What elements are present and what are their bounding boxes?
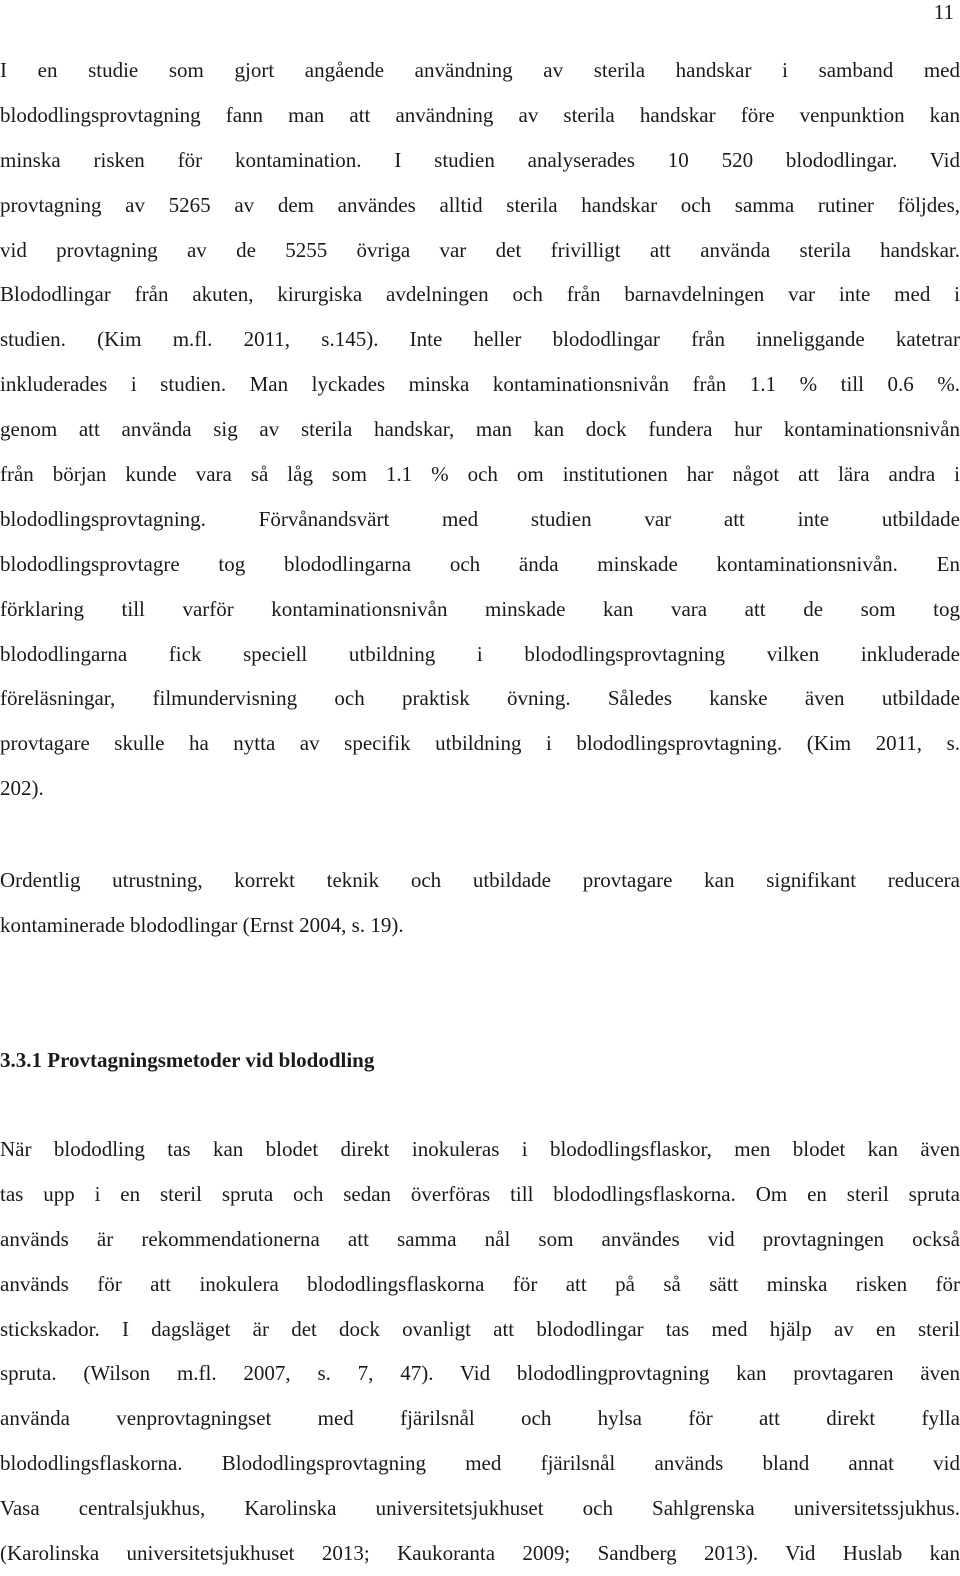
text-line: kontaminerade blododlingar (Ernst 2004, s. 19). (0, 912, 404, 937)
text-line: 202). (0, 776, 44, 801)
text-line: Blododlingar från akuten, kirurgiska avdelningen och från barnavdelningen var inte med i (0, 282, 960, 307)
text-line: föreläsningar, filmundervisning och praktisk övning. Således kanske även utbildade (0, 686, 960, 711)
text-line: blododlingsprovtagning fann man att användning av sterila handskar före venpunktion kan (0, 102, 960, 127)
page-number: 11 (933, 0, 954, 24)
text-line: provtagare skulle ha nytta av specifik utbildning i blododlingsprovtagning. (Kim 2011, s. (0, 731, 960, 756)
text-line: Ordentlig utrustning, korrekt teknik och utbildade provtagare kan signifikant reducera (0, 868, 960, 892)
text-line: används är rekommendationerna att samma nål som användes vid provtagningen också (0, 1226, 960, 1251)
text-line: (Karolinska universitetsjukhuset 2013; Kaukoranta 2009; Sandberg 2013). Vid Huslab kan (0, 1541, 960, 1566)
text-line: I en studie som gjort angående användning av sterila handskar i samband med (0, 58, 960, 82)
paragraph-gloves-study (0, 48, 960, 811)
section-heading: 3.3.1 Provtagningsmetoder vid blododling (0, 1048, 375, 1072)
text-line: från början kunde vara så låg som 1.1 % och om institutionen har något att lära andra i (0, 462, 960, 487)
text-line: Vasa centralsjukhus, Karolinska universitetsjukhuset och Sahlgrenska universitetssjukhus. (0, 1496, 960, 1521)
paragraph-equipment (0, 858, 960, 948)
text-line: studien. (Kim m.fl. 2011, s.145). Inte heller blododlingar från inneliggande katetrar (0, 327, 960, 352)
text-line: vid provtagning av de 5255 övriga var det frivilligt att använda sterila handskar. (0, 237, 960, 262)
text-line: provtagning av 5265 av dem användes alltid sterila handskar och samma rutiner följdes, (0, 192, 960, 217)
text-line: blododlingarna fick speciell utbildning i blododlingsprovtagning vilken inkluderade (0, 641, 960, 666)
text-line: använda venprovtagningset med fjärilsnål och hylsa för att direkt fylla (0, 1406, 960, 1431)
text-line: inkluderades i studien. Man lyckades minska kontaminationsnivån från 1.1 % till 0.6 %. (0, 372, 960, 397)
text-line: blododlingsprovtagre tog blododlingarna och ända minskade kontaminationsnivån. En (0, 551, 960, 576)
text-line: minska risken för kontamination. I studien analyserades 10 520 blododlingar. Vid (0, 147, 960, 172)
text-line: När blododling tas kan blodet direkt inokuleras i blododlingsflaskor, men blodet kan även (0, 1137, 960, 1161)
text-line: används för att inokulera blododlingsflaskorna för att på så sätt minska risken för (0, 1271, 960, 1296)
text-line: blododlingsprovtagning. Förvånandsvärt med studien var att inte utbildade (0, 506, 960, 531)
text-line: förklaring till varför kontaminationsnivån minskade kan vara att de som tog (0, 596, 960, 621)
text-line: stickskador. I dagsläget är det dock ovanligt att blododlingar tas med hjälp av en steril (0, 1316, 960, 1341)
text-line: tas upp i en steril spruta och sedan överföras till blododlingsflaskorna. Om en steril spruta (0, 1181, 960, 1206)
text-line: spruta. (Wilson m.fl. 2007, s. 7, 47). Vid blododlingprovtagning kan provtagaren även (0, 1361, 960, 1386)
text-line: blododlingsflaskorna. Blododlingsprovtagning med fjärilsnål används bland annat vid (0, 1451, 960, 1476)
text-line: genom att använda sig av sterila handskar, man kan dock fundera hur kontaminationsnivån (0, 417, 960, 442)
paragraph-sampling-methods (0, 1127, 960, 1576)
